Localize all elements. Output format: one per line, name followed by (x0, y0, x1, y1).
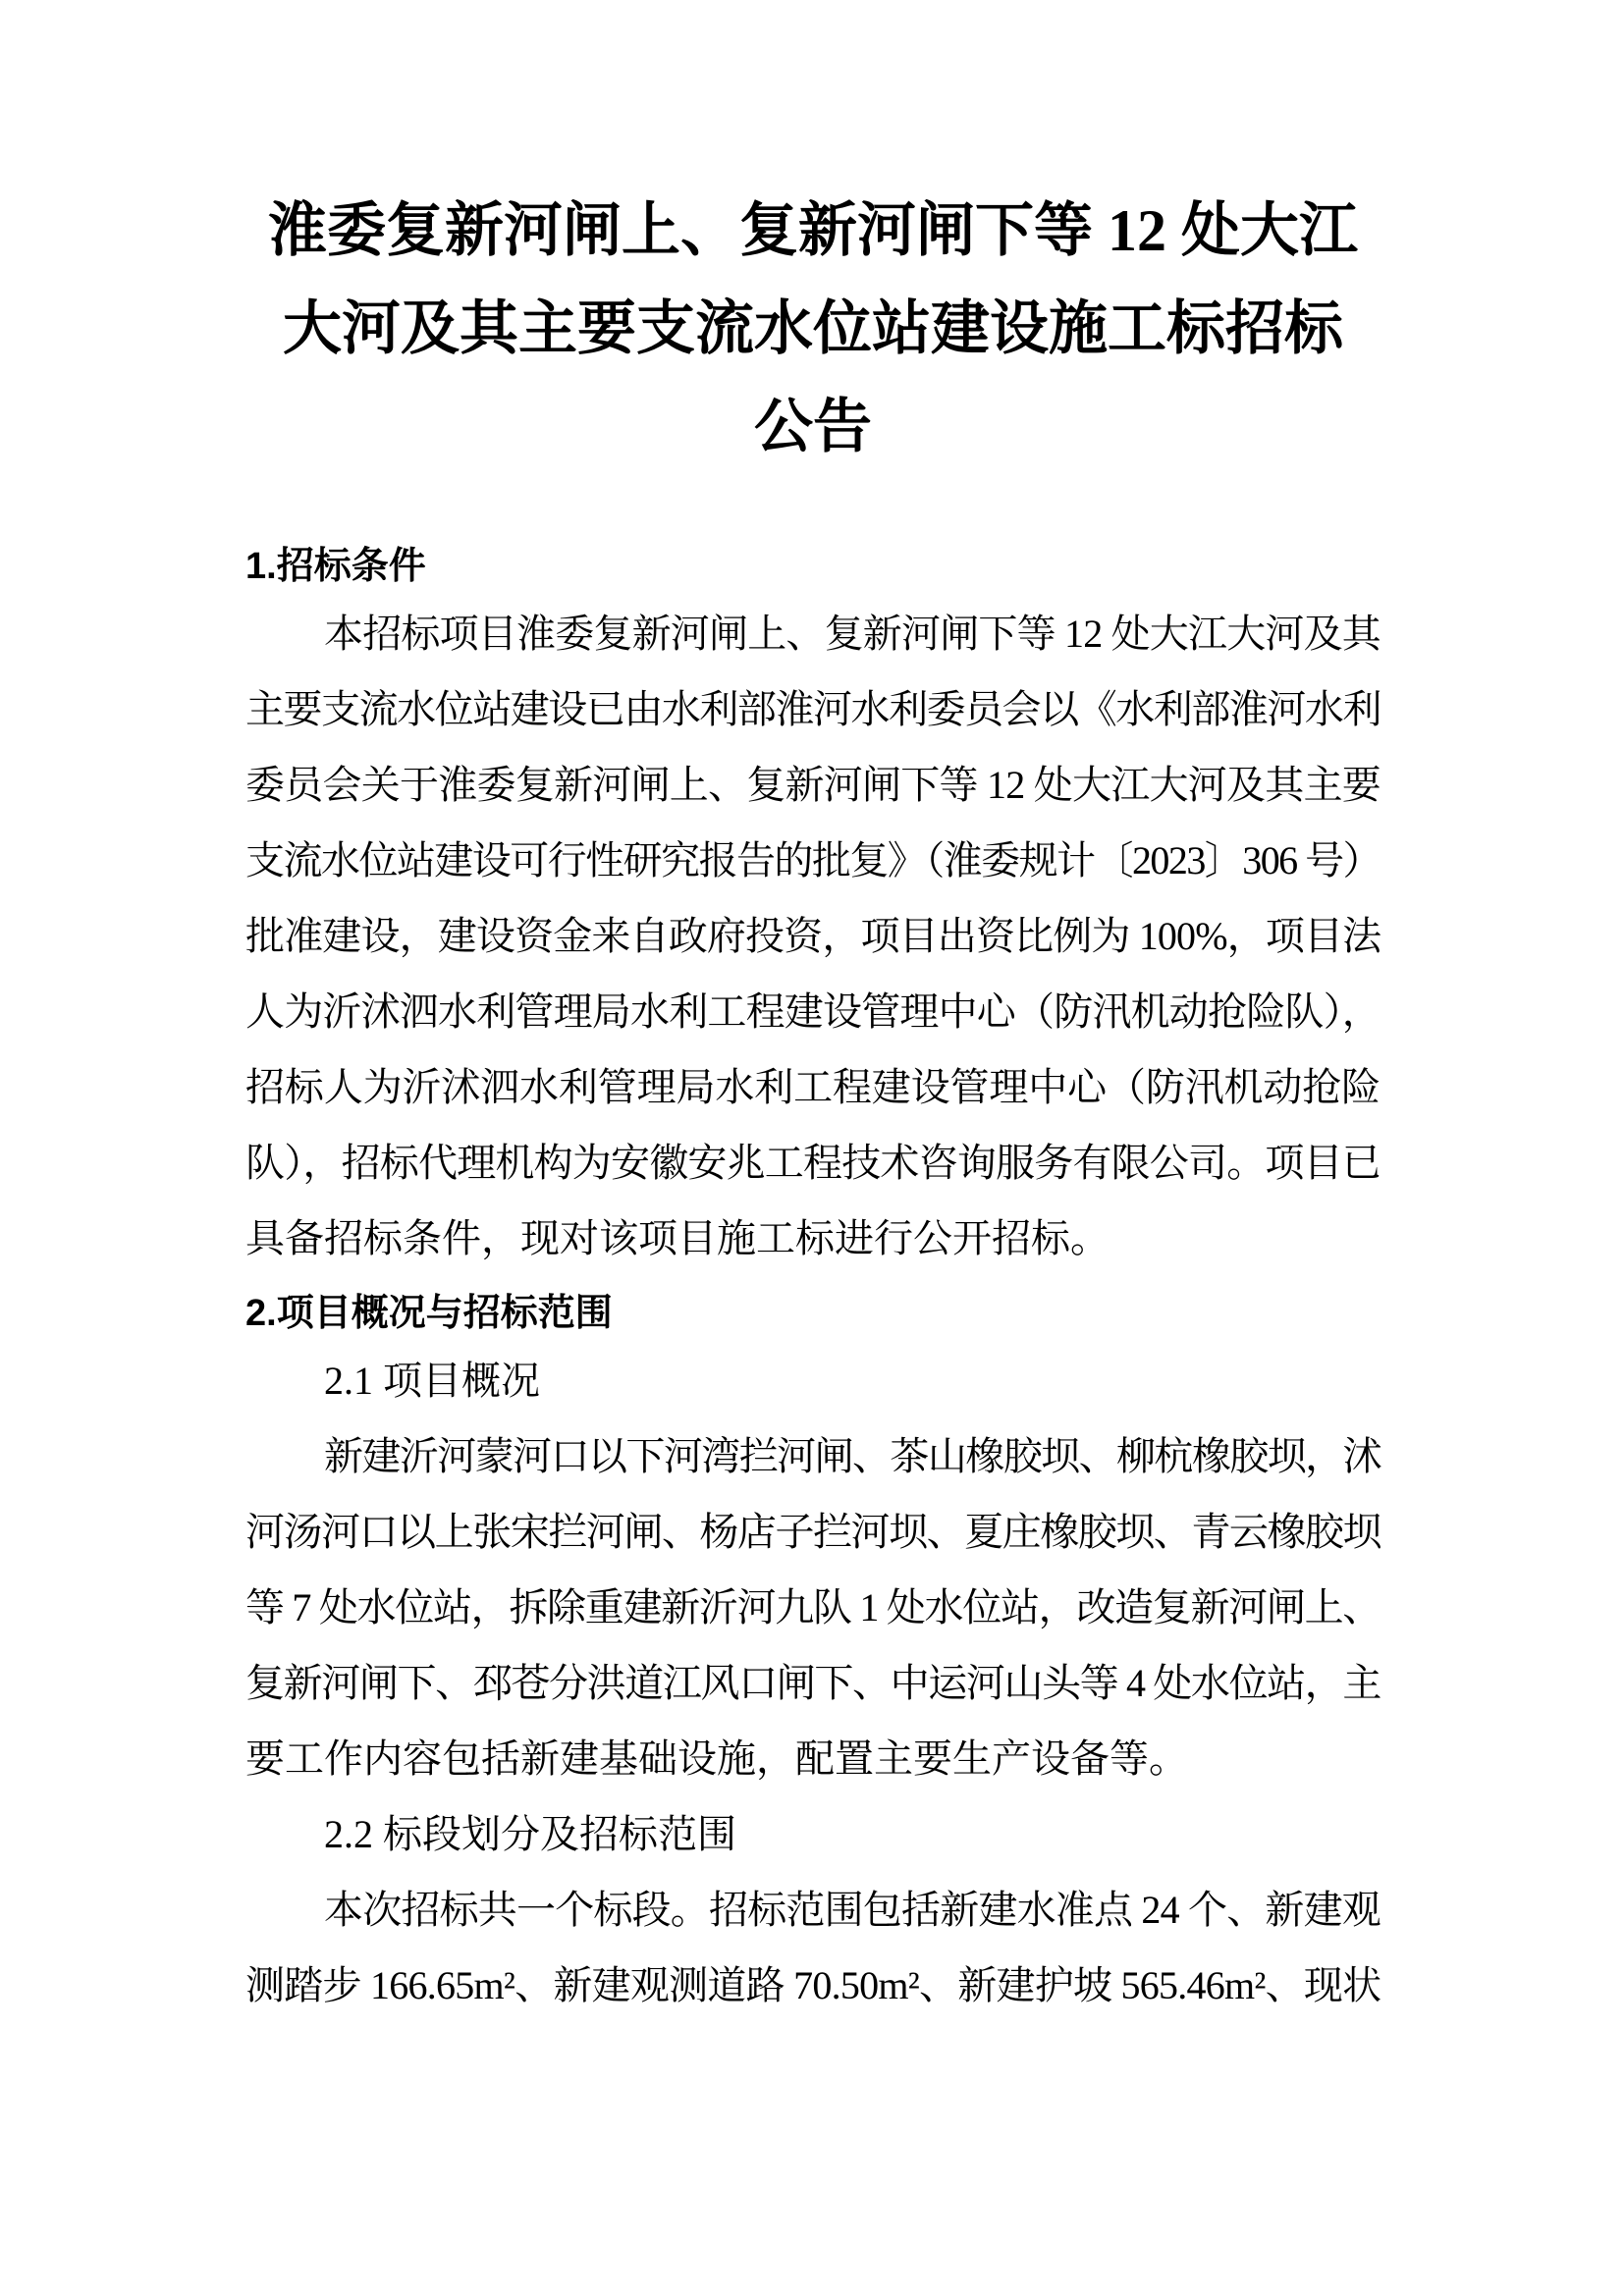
section-1-heading: 1.招标条件 (245, 546, 426, 587)
paragraph-line: 支流水位站建设可行性研究报告的批复》（淮委规计〔2023〕306 号） (245, 838, 1380, 882)
paragraph-line: 具备招标条件，现对该项目施工标进行公开招标。 (245, 1216, 1110, 1260)
paragraph-line: 批准建设，建设资金来自政府投资，项目出资比例为 100%，项目法 (245, 914, 1381, 958)
document-title-line-3: 公告 (754, 395, 872, 459)
paragraph-line: 河汤河口以上张宋拦河闸、杨店子拦河坝、夏庄橡胶坝、青云橡胶坝 (245, 1510, 1380, 1554)
paragraph-line: 复新河闸下、邳苍分洪道江风口闸下、中运河山头等 4 处水位站，主 (245, 1661, 1380, 1705)
paragraph-line: 人为沂沭泗水利管理局水利工程建设管理中心（防汛机动抢险队）， (245, 989, 1380, 1034)
document-title (245, 182, 1380, 476)
subsection-2-2-paragraph (245, 1872, 1380, 2023)
paragraph-line: 要工作内容包括新建基础设施，配置主要生产设备等。 (245, 1736, 1188, 1781)
paragraph-line: 队），招标代理机构为安徽安兆工程技术咨询服务有限公司。项目已 (245, 1141, 1380, 1185)
paragraph-line: 新建沂河蒙河口以下河湾拦河闸、茶山橡胶坝、柳杭橡胶坝，沭 (324, 1434, 1380, 1478)
paragraph-line: 本招标项目淮委复新河闸上、复新河闸下等 12 处大江大河及其 (324, 612, 1380, 656)
paragraph-line: 测踏步 166.65m²、新建观测道路 70.50m²、新建护坡 565.46m²、现状 (245, 1963, 1381, 2007)
subsection-2-1-paragraph (245, 1418, 1380, 1796)
section-2-heading: 2.项目概况与招标范围 (245, 1293, 613, 1334)
paragraph-line: 本次招标共一个标段。招标范围包括新建水准点 24 个、新建观 (324, 1888, 1380, 1932)
paragraph-line: 委员会关于淮委复新河闸上、复新河闸下等 12 处大江大河及其主要 (245, 763, 1380, 807)
subsection-2-2-heading: 2.2 标段划分及招标范围 (324, 1812, 736, 1856)
paragraph-line: 招标人为沂沭泗水利管理局水利工程建设管理中心（防汛机动抢险 (245, 1065, 1380, 1109)
subsection-2-1-heading: 2.1 项目概况 (324, 1359, 540, 1403)
document-title-line-1: 淮委复新河闸上、复新河闸下等 12 处大江 (268, 198, 1358, 263)
paragraph-line: 等 7 处水位站，拆除重建新沂河九队 1 处水位站，改造复新河闸上、 (245, 1585, 1380, 1629)
document-title-line-2: 大河及其主要支流水位站建设施工标招标 (283, 296, 1343, 361)
paragraph-line: 主要支流水位站建设已由水利部淮河水利委员会以《水利部淮河水利 (245, 687, 1380, 731)
section-1-paragraph (245, 596, 1380, 1276)
